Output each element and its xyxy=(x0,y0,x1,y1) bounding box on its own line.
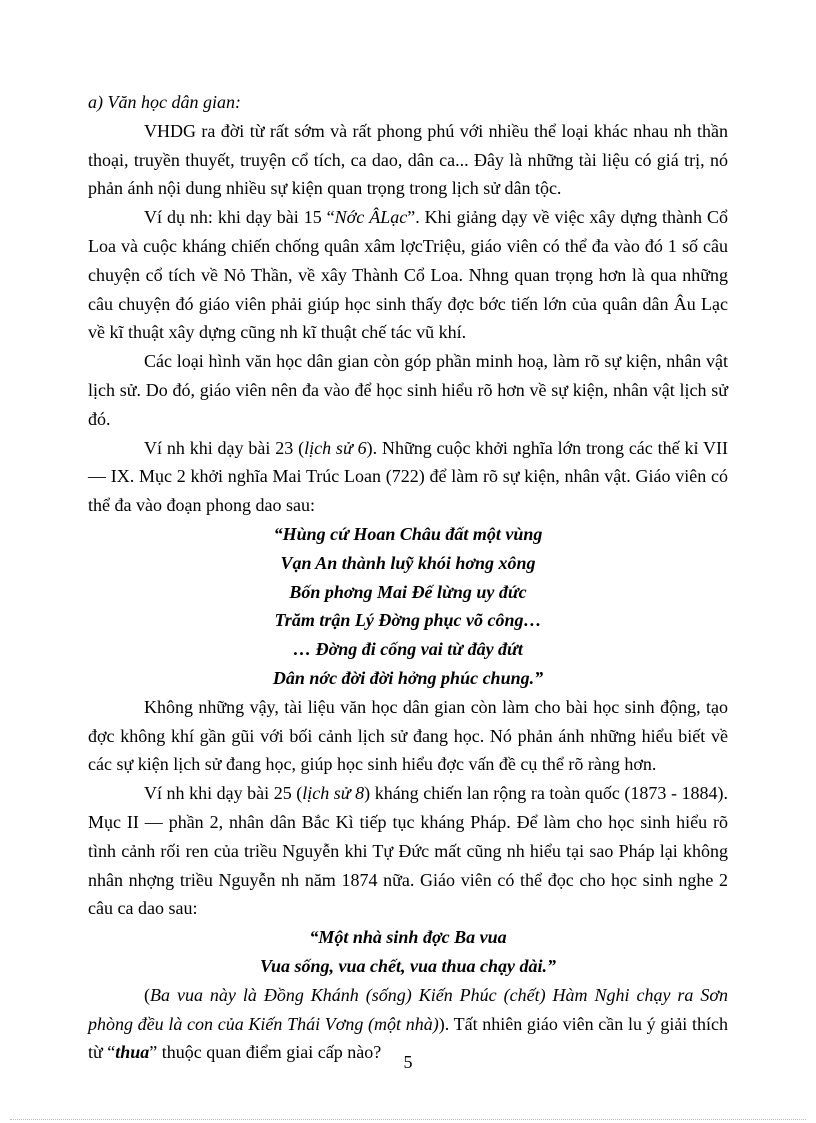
poem-line: “Hùng cứ Hoan Châu đất một vùng xyxy=(273,523,543,544)
page-content xyxy=(88,88,728,1067)
poem-line: Dân nớc đời đời hởng phúc chung.” xyxy=(272,667,544,688)
poem-line: Trăm trận Lý Đờng phục võ công… xyxy=(274,610,542,631)
paragraph-2-text-c: ”. Khi giảng dạy về việc xây dựng thành Cổ Loa và cuộc kháng chiến chống quân xâm lợcTriệu, giáo viên có thể đa vào đó 1 số câu chuyện cổ tích về Nỏ Thần, về xây Thành Cổ Loa. Nhng quan trọng hơn là qua những câu chuyện đó giáo viên phải giúp học sinh thấy đợc bớc tiến lớn của quân dân Âu Lạc về kĩ thuật xây dựng cũng nh kĩ thuật chế tác vũ khí. xyxy=(88,207,728,343)
paragraph-6 xyxy=(88,779,728,923)
footer-divider xyxy=(10,1119,806,1120)
poem-line: Bốn phơng Mai Đế lừng uy đức xyxy=(289,581,527,602)
page-number: 5 xyxy=(403,1052,413,1072)
paragraph-7-text-c: ). Tất nhiên giáo viên cần lu ý giải thích từ “ xyxy=(88,1013,728,1063)
paragraph-1: VHDG ra đời từ rất sớm và rất phong phú với nhiều thể loại khác nhau nh thần thoại, truyền thuyết, truyện cổ tích, ca dao, dân ca... Đây là những tài liệu có giá trị, nó phản ánh nội dung nhiều sự kiện quan trọng trong lịch sử dân tộc. xyxy=(88,120,728,199)
poem-line: Vua sống, vua chết, vua thua chạy dài.” xyxy=(259,955,557,976)
paragraph-4-text-a: Ví nh khi dạy bài 23 ( xyxy=(144,437,305,458)
note-italic: Ba vua này là Đồng Khánh (sống) Kiến Phúc (chết) Hàm Nghi chạy ra Sơn phòng đều là con của Kiến Thái Vơng (một nhà) xyxy=(88,984,728,1034)
paragraph-7-text-a: ( xyxy=(144,984,150,1005)
thua-word: thua xyxy=(115,1042,150,1063)
paragraph-7-text-e: ” thuộc quan điểm giai cấp nào? xyxy=(149,1042,382,1063)
folk-poem-2 xyxy=(88,923,728,981)
paragraph-4-text-c: ). Những cuộc khởi nghĩa lớn trong các thế kỉ VII — IX. Mục 2 khởi nghĩa Mai Trúc Loan (722) để làm rõ sự kiện, nhân vật. Giáo viên có thể đa vào đoạn phong dao sau: xyxy=(88,437,728,516)
section-heading: a) Văn học dân gian: xyxy=(88,92,241,112)
paragraph-2-text-a: Ví dụ nh: khi dạy bài 15 “ xyxy=(144,207,335,228)
paragraph-2 xyxy=(88,203,728,347)
poem-line: … Đờng đi cống vai từ đây đứt xyxy=(293,639,523,660)
paragraph-6-text-c: ) kháng chiến lan rộng ra toàn quốc (1873 - 1884). Mục II — phần 2, nhân dân Bắc Kì tiếp tục kháng Pháp. Để làm cho học sinh hiểu rõ tình cảnh rối ren của triều Nguyễn khi Tự Đức mất cũng nh hiểu tại sao Pháp lại không nhân nhợng triều Nguyễn nh năm 1874 nữa. Giáo viên có thể đọc cho học sinh nghe 2 câu ca dao sau: xyxy=(88,783,728,919)
paragraph-3: Các loại hình văn học dân gian còn góp phần minh hoạ, làm rõ sự kiện, nhân vật lịch sử. Do đó, giáo viên nên đa vào để học sinh hiểu rõ hơn về sự kiện, nhân vật lịch sử đó. xyxy=(88,351,728,429)
folk-poem-1 xyxy=(88,520,728,693)
history-book-6-italic: lịch sử 6 xyxy=(304,437,367,458)
poem-line: “Một nhà sinh đợc Ba vua xyxy=(309,927,507,948)
lesson-title-italic: Nớc ÂLạc xyxy=(334,207,408,228)
paragraph-5: Không những vậy, tài liệu văn học dân gian còn làm cho bài học sinh động, tạo đợc không khí gần gũi với bối cảnh lịch sử đang học. Nó phản ánh những hiểu biết về các sự kiện lịch sử đang học, giúp học sinh hiểu đợc vấn đề cụ thể rõ ràng hơn. xyxy=(88,696,728,775)
poem-line: Vạn An thành luỹ khói hơng xông xyxy=(280,552,536,573)
history-book-8-italic: lịch sử 8 xyxy=(302,783,365,804)
paragraph-4 xyxy=(88,434,728,520)
paragraph-6-text-a: Ví nh khi dạy bài 25 ( xyxy=(144,783,303,804)
